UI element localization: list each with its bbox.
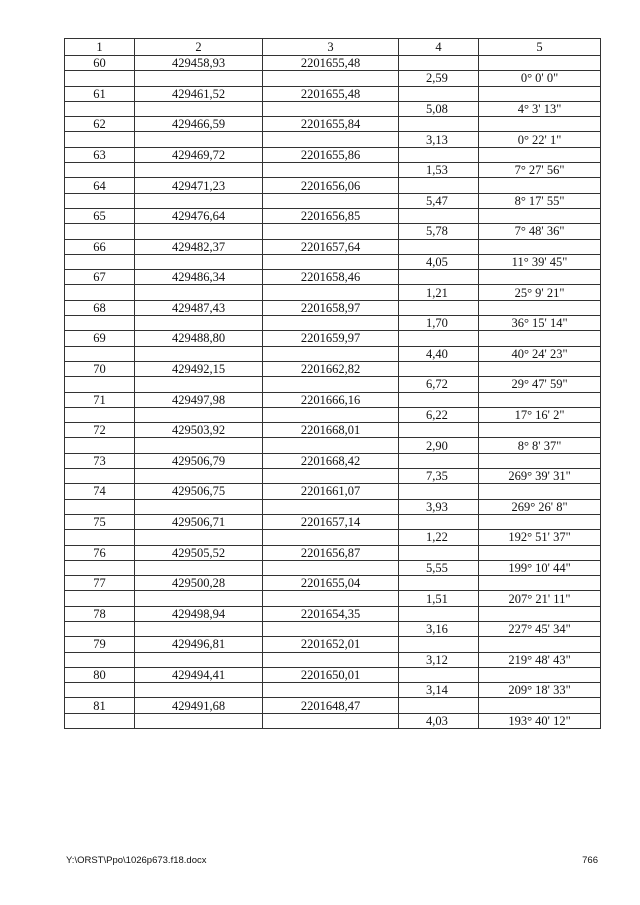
empty-cell [263,530,399,545]
empty-cell [65,469,135,484]
direction-angle: 193° 40' 12" [479,713,601,728]
y-coordinate: 2201662,82 [263,361,399,376]
segment-row [65,285,601,300]
x-coordinate: 429498,94 [135,606,263,621]
segment-length: 3,14 [399,683,479,698]
empty-cell [65,530,135,545]
point-row [65,453,601,468]
empty-cell [135,285,263,300]
point-number: 80 [65,667,135,682]
direction-angle: 8° 8' 37" [479,438,601,453]
segment-length: 1,70 [399,316,479,331]
point-number: 72 [65,423,135,438]
empty-cell [479,56,601,71]
segment-length: 5,55 [399,560,479,575]
y-coordinate: 2201656,06 [263,178,399,193]
empty-cell [263,193,399,208]
direction-angle: 219° 48' 43" [479,652,601,667]
empty-cell [399,576,479,591]
segment-row [65,71,601,86]
empty-cell [65,652,135,667]
empty-cell [263,621,399,636]
point-number: 79 [65,637,135,652]
empty-cell [399,637,479,652]
point-row [65,576,601,591]
segment-row [65,254,601,269]
footer-file-path: Y:\ORST\Ppo\1026p673.f18.docx [66,855,207,866]
empty-cell [135,469,263,484]
y-coordinate: 2201648,47 [263,698,399,713]
column-header-2: 2 [135,39,263,56]
empty-cell [399,361,479,376]
empty-cell [263,224,399,239]
empty-cell [399,147,479,162]
empty-cell [479,423,601,438]
empty-cell [399,606,479,621]
segment-length: 1,53 [399,163,479,178]
empty-cell [65,407,135,422]
empty-cell [135,652,263,667]
column-header-3: 3 [263,39,399,56]
point-row [65,86,601,101]
empty-cell [479,606,601,621]
empty-cell [135,499,263,514]
empty-cell [65,346,135,361]
empty-cell [135,683,263,698]
empty-cell [263,316,399,331]
point-row [65,117,601,132]
x-coordinate: 429497,98 [135,392,263,407]
header-row [65,39,601,56]
direction-angle: 209° 18' 33" [479,683,601,698]
empty-cell [135,101,263,116]
y-coordinate: 2201659,97 [263,331,399,346]
empty-cell [65,591,135,606]
empty-cell [65,560,135,575]
direction-angle: 8° 17' 55" [479,193,601,208]
point-number: 71 [65,392,135,407]
empty-cell [479,86,601,101]
segment-row [65,346,601,361]
direction-angle: 29° 47' 59" [479,377,601,392]
empty-cell [263,377,399,392]
segment-length: 4,03 [399,713,479,728]
empty-cell [399,484,479,499]
point-number: 66 [65,239,135,254]
empty-cell [65,316,135,331]
segment-row [65,621,601,636]
segment-length: 6,22 [399,407,479,422]
y-coordinate: 2201650,01 [263,667,399,682]
empty-cell [399,392,479,407]
x-coordinate: 429500,28 [135,576,263,591]
point-number: 61 [65,86,135,101]
segment-length: 3,16 [399,621,479,636]
empty-cell [263,560,399,575]
point-number: 74 [65,484,135,499]
segment-length: 1,51 [399,591,479,606]
empty-cell [399,331,479,346]
point-row [65,423,601,438]
empty-cell [479,300,601,315]
y-coordinate: 2201658,46 [263,270,399,285]
direction-angle: 0° 0' 0" [479,71,601,86]
segment-row [65,438,601,453]
segment-length: 1,22 [399,530,479,545]
direction-angle: 25° 9' 21" [479,285,601,300]
x-coordinate: 429466,59 [135,117,263,132]
empty-cell [263,713,399,728]
empty-cell [263,591,399,606]
empty-cell [263,132,399,147]
x-coordinate: 429506,71 [135,514,263,529]
x-coordinate: 429487,43 [135,300,263,315]
segment-length: 3,12 [399,652,479,667]
segment-length: 4,40 [399,346,479,361]
x-coordinate: 429488,80 [135,331,263,346]
direction-angle: 4° 3' 13" [479,101,601,116]
point-row [65,300,601,315]
empty-cell [479,117,601,132]
x-coordinate: 429476,64 [135,208,263,223]
empty-cell [479,392,601,407]
y-coordinate: 2201655,48 [263,86,399,101]
empty-cell [135,407,263,422]
empty-cell [65,101,135,116]
empty-cell [135,346,263,361]
segment-length: 2,59 [399,71,479,86]
direction-angle: 192° 51' 37" [479,530,601,545]
empty-cell [135,530,263,545]
point-row [65,239,601,254]
x-coordinate: 429494,41 [135,667,263,682]
direction-angle: 11° 39' 45" [479,254,601,269]
empty-cell [479,637,601,652]
empty-cell [479,239,601,254]
point-number: 68 [65,300,135,315]
direction-angle: 7° 48' 36" [479,224,601,239]
x-coordinate: 429469,72 [135,147,263,162]
x-coordinate: 429491,68 [135,698,263,713]
point-number: 69 [65,331,135,346]
direction-angle: 7° 27' 56" [479,163,601,178]
empty-cell [65,621,135,636]
empty-cell [135,71,263,86]
empty-cell [263,499,399,514]
segment-row [65,377,601,392]
coordinates-table [64,38,601,729]
empty-cell [135,316,263,331]
segment-row [65,560,601,575]
empty-cell [65,193,135,208]
empty-cell [479,270,601,285]
point-number: 67 [65,270,135,285]
segment-row [65,652,601,667]
x-coordinate: 429496,81 [135,637,263,652]
x-coordinate: 429492,15 [135,361,263,376]
x-coordinate: 429506,75 [135,484,263,499]
empty-cell [479,178,601,193]
direction-angle: 269° 39' 31" [479,469,601,484]
empty-cell [399,178,479,193]
point-number: 75 [65,514,135,529]
coordinates-table-body [65,39,601,729]
empty-cell [479,361,601,376]
empty-cell [399,514,479,529]
x-coordinate: 429503,92 [135,423,263,438]
empty-cell [399,545,479,560]
empty-cell [399,270,479,285]
empty-cell [479,331,601,346]
segment-length: 2,90 [399,438,479,453]
column-header-1: 1 [65,39,135,56]
segment-row [65,132,601,147]
empty-cell [65,224,135,239]
point-row [65,545,601,560]
x-coordinate: 429461,52 [135,86,263,101]
point-number: 78 [65,606,135,621]
empty-cell [65,132,135,147]
point-row [65,178,601,193]
empty-cell [479,453,601,468]
direction-angle: 227° 45' 34" [479,621,601,636]
empty-cell [135,438,263,453]
empty-cell [399,667,479,682]
point-number: 73 [65,453,135,468]
segment-row [65,713,601,728]
empty-cell [399,300,479,315]
empty-cell [399,698,479,713]
empty-cell [65,377,135,392]
direction-angle: 207° 21' 11" [479,591,601,606]
empty-cell [263,254,399,269]
segment-length: 5,47 [399,193,479,208]
point-number: 65 [65,208,135,223]
empty-cell [65,438,135,453]
footer-page-number: 766 [582,855,598,866]
empty-cell [479,545,601,560]
segment-row [65,591,601,606]
empty-cell [263,101,399,116]
point-row [65,606,601,621]
empty-cell [65,713,135,728]
segment-length: 3,93 [399,499,479,514]
point-number: 63 [65,147,135,162]
point-row [65,698,601,713]
x-coordinate: 429505,52 [135,545,263,560]
empty-cell [399,117,479,132]
empty-cell [135,621,263,636]
segment-length: 5,78 [399,224,479,239]
segment-length: 1,21 [399,285,479,300]
y-coordinate: 2201668,01 [263,423,399,438]
empty-cell [135,591,263,606]
point-number: 64 [65,178,135,193]
segment-row [65,530,601,545]
point-row [65,270,601,285]
empty-cell [135,377,263,392]
empty-cell [135,560,263,575]
point-row [65,208,601,223]
x-coordinate: 429471,23 [135,178,263,193]
point-number: 70 [65,361,135,376]
point-number: 62 [65,117,135,132]
y-coordinate: 2201652,01 [263,637,399,652]
y-coordinate: 2201668,42 [263,453,399,468]
y-coordinate: 2201655,48 [263,56,399,71]
direction-angle: 17° 16' 2" [479,407,601,422]
column-header-4: 4 [399,39,479,56]
empty-cell [263,71,399,86]
empty-cell [479,576,601,591]
point-number: 81 [65,698,135,713]
empty-cell [65,285,135,300]
y-coordinate: 2201655,86 [263,147,399,162]
x-coordinate: 429482,37 [135,239,263,254]
segment-length: 4,05 [399,254,479,269]
segment-length: 5,08 [399,101,479,116]
empty-cell [135,193,263,208]
empty-cell [65,163,135,178]
segment-row [65,101,601,116]
segment-row [65,407,601,422]
empty-cell [479,208,601,223]
empty-cell [479,147,601,162]
segment-row [65,499,601,514]
y-coordinate: 2201655,04 [263,576,399,591]
x-coordinate: 429458,93 [135,56,263,71]
point-number: 77 [65,576,135,591]
direction-angle: 40° 24' 23" [479,346,601,361]
empty-cell [263,285,399,300]
empty-cell [479,484,601,499]
y-coordinate: 2201658,97 [263,300,399,315]
empty-cell [263,683,399,698]
empty-cell [399,453,479,468]
direction-angle: 269° 26' 8" [479,499,601,514]
empty-cell [135,713,263,728]
direction-angle: 0° 22' 1" [479,132,601,147]
point-number: 60 [65,56,135,71]
empty-cell [479,698,601,713]
column-header-5: 5 [479,39,601,56]
segment-row [65,193,601,208]
y-coordinate: 2201661,07 [263,484,399,499]
x-coordinate: 429486,34 [135,270,263,285]
y-coordinate: 2201656,87 [263,545,399,560]
empty-cell [135,254,263,269]
point-row [65,361,601,376]
empty-cell [263,469,399,484]
segment-row [65,316,601,331]
empty-cell [263,652,399,667]
empty-cell [65,499,135,514]
empty-cell [135,224,263,239]
point-row [65,392,601,407]
empty-cell [65,71,135,86]
point-row [65,667,601,682]
segment-row [65,224,601,239]
segment-length: 7,35 [399,469,479,484]
empty-cell [263,438,399,453]
empty-cell [399,239,479,254]
segment-length: 3,13 [399,132,479,147]
segment-row [65,469,601,484]
point-row [65,147,601,162]
empty-cell [399,423,479,438]
empty-cell [399,86,479,101]
empty-cell [263,346,399,361]
point-row [65,56,601,71]
y-coordinate: 2201657,64 [263,239,399,254]
empty-cell [65,254,135,269]
empty-cell [399,56,479,71]
segment-length: 6,72 [399,377,479,392]
empty-cell [135,132,263,147]
y-coordinate: 2201654,35 [263,606,399,621]
empty-cell [263,407,399,422]
empty-cell [399,208,479,223]
direction-angle: 36° 15' 14" [479,316,601,331]
y-coordinate: 2201666,16 [263,392,399,407]
empty-cell [479,667,601,682]
segment-row [65,683,601,698]
y-coordinate: 2201657,14 [263,514,399,529]
empty-cell [65,683,135,698]
empty-cell [135,163,263,178]
point-row [65,331,601,346]
point-row [65,637,601,652]
empty-cell [479,514,601,529]
empty-cell [263,163,399,178]
direction-angle: 199° 10' 44" [479,560,601,575]
point-row [65,514,601,529]
y-coordinate: 2201655,84 [263,117,399,132]
point-row [65,484,601,499]
point-number: 76 [65,545,135,560]
y-coordinate: 2201656,85 [263,208,399,223]
x-coordinate: 429506,79 [135,453,263,468]
segment-row [65,163,601,178]
